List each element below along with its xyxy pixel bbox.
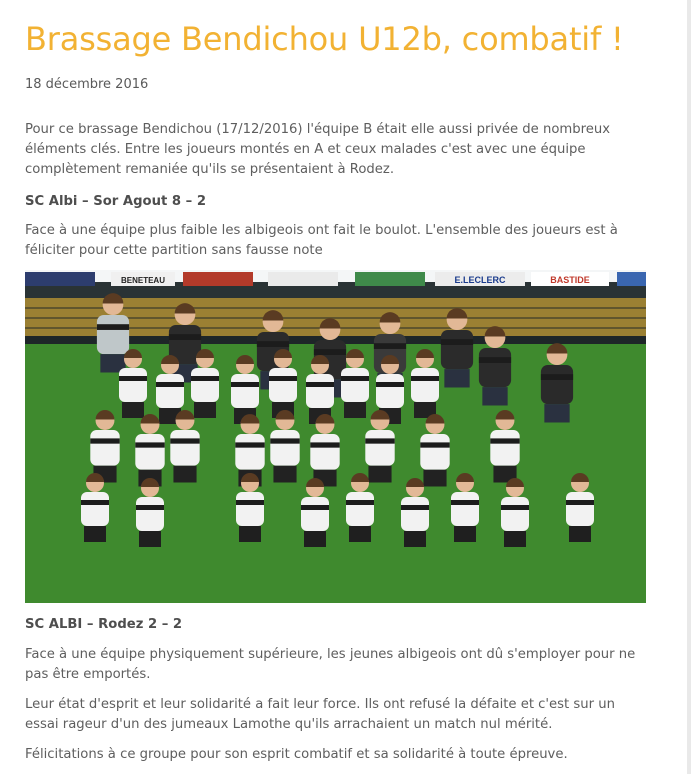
banner-text: BENETEAU	[120, 276, 166, 285]
match1-paragraph: Face à une équipe plus faible les albigeois ont fait le boulot. L'ensemble des joueurs est à féliciter pour cette partition sans fausse note	[25, 223, 618, 258]
match2-paragraph: Face à une équipe physiquement supérieure, les jeunes albigeois ont dû s'employer pour ne pas être emportés.	[25, 647, 636, 682]
article-date: 18 décembre 2016	[25, 77, 149, 92]
team-photo	[25, 270, 646, 603]
article-title: Brassage Bendichou U12b, combatif !	[25, 20, 624, 58]
intro-paragraph: Pour ce brassage Bendichou (17/12/2016) l'équipe B était elle aussi privée de nombreux éléments clés. Entre les joueurs montés en A et ceux malades c'est avec une équipe complètement remaniée qu'ils se présentaient à Rodez.	[25, 122, 611, 177]
banner-text: E.LECLERC	[454, 275, 506, 285]
spirit-paragraph: Leur état d'esprit et leur solidarité a fait leur force. Ils ont refusé la défaite et c'est sur un essai rageur d'un des jumeaux Lamothe qu'ils arrachaient un match nul mérité.	[25, 697, 615, 732]
banner-text: BASTIDE	[550, 275, 590, 285]
match1-score: SC Albi – Sor Agout 8 – 2	[25, 194, 206, 209]
stadium-banners	[25, 272, 646, 286]
match2-score: SC ALBI – Rodez 2 – 2	[25, 617, 183, 632]
team-photo-illustration	[25, 270, 646, 603]
congrats-paragraph: Félicitations à ce groupe pour son esprit combatif et sa solidarité à toute épreuve.	[25, 747, 568, 762]
page-right-edge	[687, 0, 691, 774]
